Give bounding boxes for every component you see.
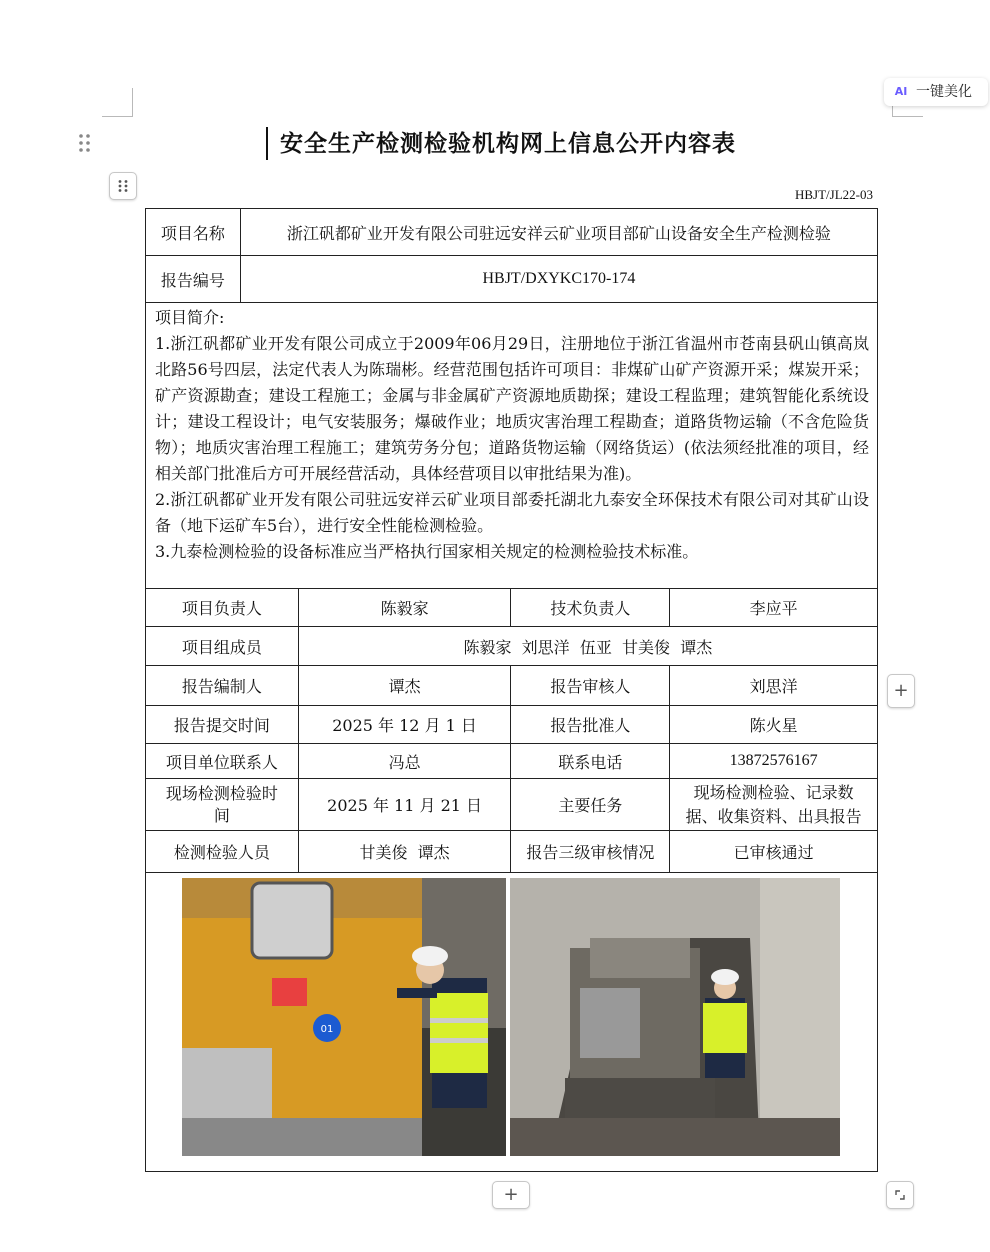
- phone-label: 联系电话: [511, 744, 670, 779]
- submit-time-value: 2025 年 12 月 1 日: [298, 706, 511, 744]
- author-value: 谭杰: [298, 666, 511, 706]
- task-value: 现场检测检验、记录数据、收集资料、出具报告: [670, 779, 878, 831]
- site-time-label: 现场检测检验时间: [146, 779, 299, 831]
- intro-heading: 项目简介:: [155, 308, 225, 327]
- site-photo-truck: [182, 878, 506, 1156]
- table-handle-button[interactable]: [109, 172, 137, 200]
- drag-handle-icon: [117, 179, 129, 193]
- project-intro: [146, 303, 878, 589]
- intro-paragraph-1: 1.浙江矾都矿业开发有限公司成立于2009年06月29日，注册地位于浙江省温州市苍南县矾山镇高岚北路56号四层，法定代表人为陈瑞彬。经营范围包括许可项目：非煤矿山矿产资源开采；煤炭开采；矿产资源勘查；建设工程施工；金属与非金属矿产资源地质勘探；建设工程监理；建筑智能化系统设计；建设工程设计；电气安装服务；爆破作业；地质灾害治理工程勘查；道路货物运输（不含危险货物）；地质灾害治理工程施工；建筑劳务分包；道路货物运输（网络货运）(依法须经批准的项目，经相关部门批准后方可开展经营活动，具体经营项目以审批结果为准)。: [155, 334, 869, 483]
- ai-icon: AI: [894, 85, 908, 98]
- report-no-value: HBJT/DXYKC170-174: [240, 256, 877, 303]
- photo-cell: [146, 873, 878, 1172]
- page-corner-mark: [102, 88, 133, 117]
- intro-paragraph-2: 2.浙江矾都矿业开发有限公司驻远安祥云矿业项目部委托湖北九泰安全环保技术有限公司对其矿山设备（地下运矿车5台），进行安全性能检测检验。: [155, 490, 869, 535]
- info-table: [145, 208, 878, 1172]
- add-row-button[interactable]: [492, 1181, 530, 1209]
- author-label: 报告编制人: [146, 666, 299, 706]
- review-value: 已审核通过: [670, 831, 878, 873]
- members-value: 陈毅家 刘思洋 伍亚 甘美俊 谭杰: [298, 627, 877, 666]
- task-label: 主要任务: [511, 779, 670, 831]
- phone-value: 13872576167: [670, 744, 878, 779]
- tech-value: 李应平: [670, 589, 878, 627]
- tech-label: 技术负责人: [511, 589, 670, 627]
- members-label: 项目组成员: [146, 627, 299, 666]
- project-name-value: 浙江矾都矿业开发有限公司驻远安祥云矿业项目部矿山设备安全生产检测检验: [240, 209, 877, 256]
- resize-table-button[interactable]: [886, 1181, 914, 1209]
- text-cursor: [266, 127, 268, 160]
- reviewer-value: 刘思洋: [670, 666, 878, 706]
- contact-value: 冯总: [298, 744, 511, 779]
- inspectors-value: 甘美俊 谭杰: [298, 831, 511, 873]
- contact-label: 项目单位联系人: [146, 744, 299, 779]
- badge-text: 01: [320, 1024, 334, 1035]
- plus-icon: +: [893, 680, 909, 701]
- plus-icon: +: [503, 1184, 519, 1205]
- site-photo-tunnel: [510, 878, 840, 1156]
- approver-label: 报告批准人: [511, 706, 670, 744]
- project-name-label: 项目名称: [146, 209, 241, 256]
- document-code: HBJT/JL22-03: [795, 187, 873, 202]
- ai-beautify-label: 一键美化: [916, 84, 972, 100]
- review-label: 报告三级审核情况: [511, 831, 670, 873]
- ai-beautify-button[interactable]: [884, 78, 988, 106]
- reviewer-label: 报告审核人: [511, 666, 670, 706]
- inspectors-label: 检测检验人员: [146, 831, 299, 873]
- report-no-label: 报告编号: [146, 256, 241, 303]
- leader-label: 项目负责人: [146, 589, 299, 627]
- page-title: 安全生产检测检验机构网上信息公开内容表: [280, 131, 736, 157]
- submit-time-label: 报告提交时间: [146, 706, 299, 744]
- approver-value: 陈火星: [670, 706, 878, 744]
- resize-icon: [894, 1189, 906, 1201]
- drag-handle-icon[interactable]: [78, 132, 92, 154]
- add-column-button[interactable]: [887, 674, 915, 708]
- site-time-value: 2025 年 11 月 21 日: [298, 779, 511, 831]
- leader-value: 陈毅家: [298, 589, 511, 627]
- intro-paragraph-3: 3.九泰检测检验的设备标准应当严格执行国家相关规定的检测检验技术标准。: [155, 542, 699, 561]
